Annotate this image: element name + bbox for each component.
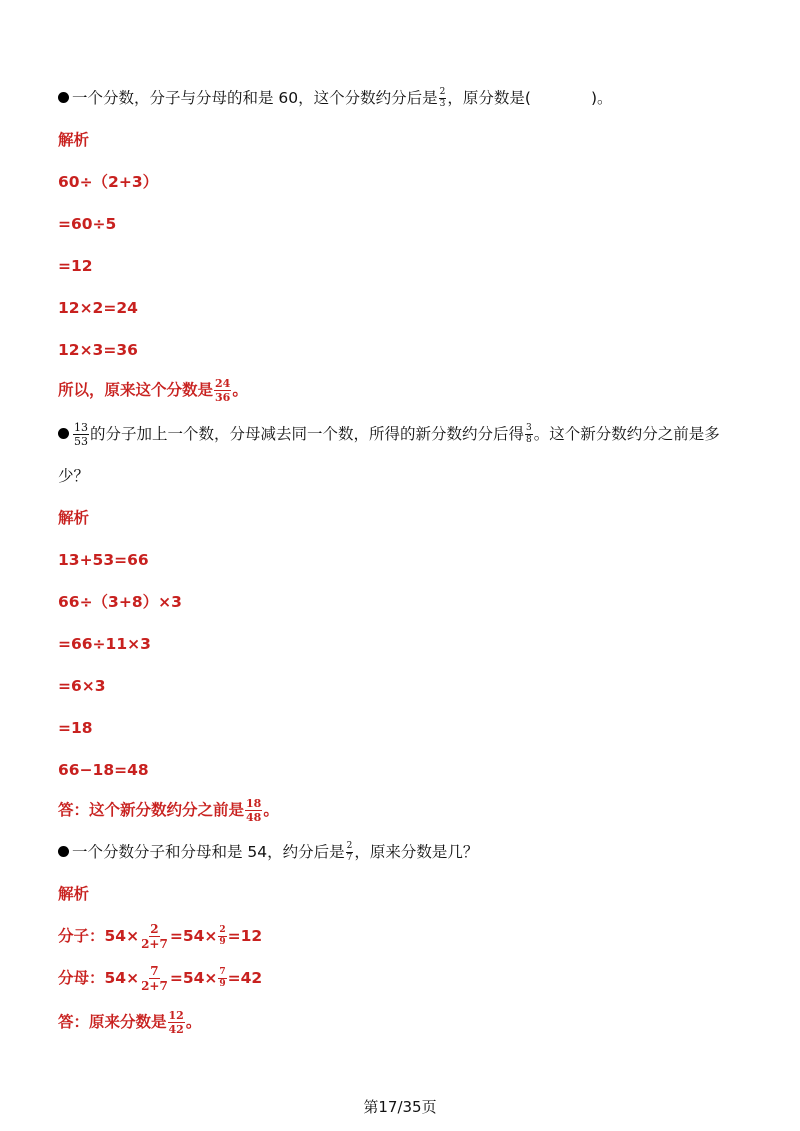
question-3: 一个分数分子和分母和是 54，约分后是 $\frac{2}{7}$ ，原来分数是几？ [58,838,478,866]
q1-step-1: 60÷（2+3） [58,173,159,191]
q3-answer-fraction: $\frac{12}{42}$ [168,1009,184,1036]
q1-analysis-label: 解析 [58,131,90,149]
q3-numer-fraction-1: $\frac{2}{2+7}$ [141,922,168,951]
q1-fraction: $\frac{2}{3}$ [439,87,446,109]
bullet-icon [58,428,69,439]
q2-step-5: =18 [58,719,93,737]
q1-conclusion: 所以，原来这个分数是 $\frac{24}{36}$ 。 [58,377,248,404]
question-1: 一个分数，分子与分母的和是 60，这个分数约分后是 $\frac{2}{3}$ ，原分数是( )。 [58,84,613,112]
q3-analysis-label: 解析 [58,885,90,903]
q2-step-2: 66÷（3+8）×3 [58,593,182,611]
q1-answer-fraction: $\frac{24}{36}$ [215,377,231,404]
q3-denom-fraction-2: $\frac{7}{9}$ [219,967,226,989]
bullet-icon [58,92,69,103]
q3-fraction: $\frac{2}{7}$ [346,841,353,863]
q1-step-5: 12×3=36 [58,341,138,359]
q3-denominator-calc: 分母：54× $\frac{7}{2+7}$ =54× $\frac{7}{9}$ =42 [58,964,263,993]
q3-denom-fraction-1: $\frac{7}{2+7}$ [141,964,168,993]
q2-analysis-label: 解析 [58,509,90,527]
q2-fraction: $\frac{13}{53}$ [74,421,88,448]
q3-numerator-calc: 分子：54× $\frac{2}{2+7}$ =54× $\frac{2}{9}$ =12 [58,922,263,951]
q2-step-6: 66−18=48 [58,761,149,779]
q1-step-4: 12×2=24 [58,299,138,317]
q1-step-2: =60÷5 [58,215,117,233]
page-number: 第17/35页 [363,1098,437,1116]
q2-fraction-2: $\frac{3}{8}$ [526,423,532,445]
q3-numer-fraction-2: $\frac{2}{9}$ [219,925,226,947]
q2-step-1: 13+53=66 [58,551,149,569]
q1-step-3: =12 [58,257,93,275]
q2-step-4: =6×3 [58,677,106,695]
question-2-cont: 少？ [58,467,90,485]
bullet-icon [58,846,69,857]
q2-step-3: =66÷11×3 [58,635,151,653]
q2-conclusion: 答：这个新分数约分之前是 $\frac{18}{48}$ 。 [58,797,279,824]
question-2: $\frac{13}{53}$ 的分子加上一个数，分母减去同一个数，所得的新分数约分后得 $\frac{3}{8}$ 。这个新分数约分之前是多 [58,420,720,448]
q3-conclusion: 答：原来分数是 $\frac{12}{42}$ 。 [58,1009,202,1036]
q1-text: 一个分数，分子与分母的和是 60，这个分数约分后是 [72,89,438,107]
q2-answer-fraction: $\frac{18}{48}$ [246,797,262,824]
